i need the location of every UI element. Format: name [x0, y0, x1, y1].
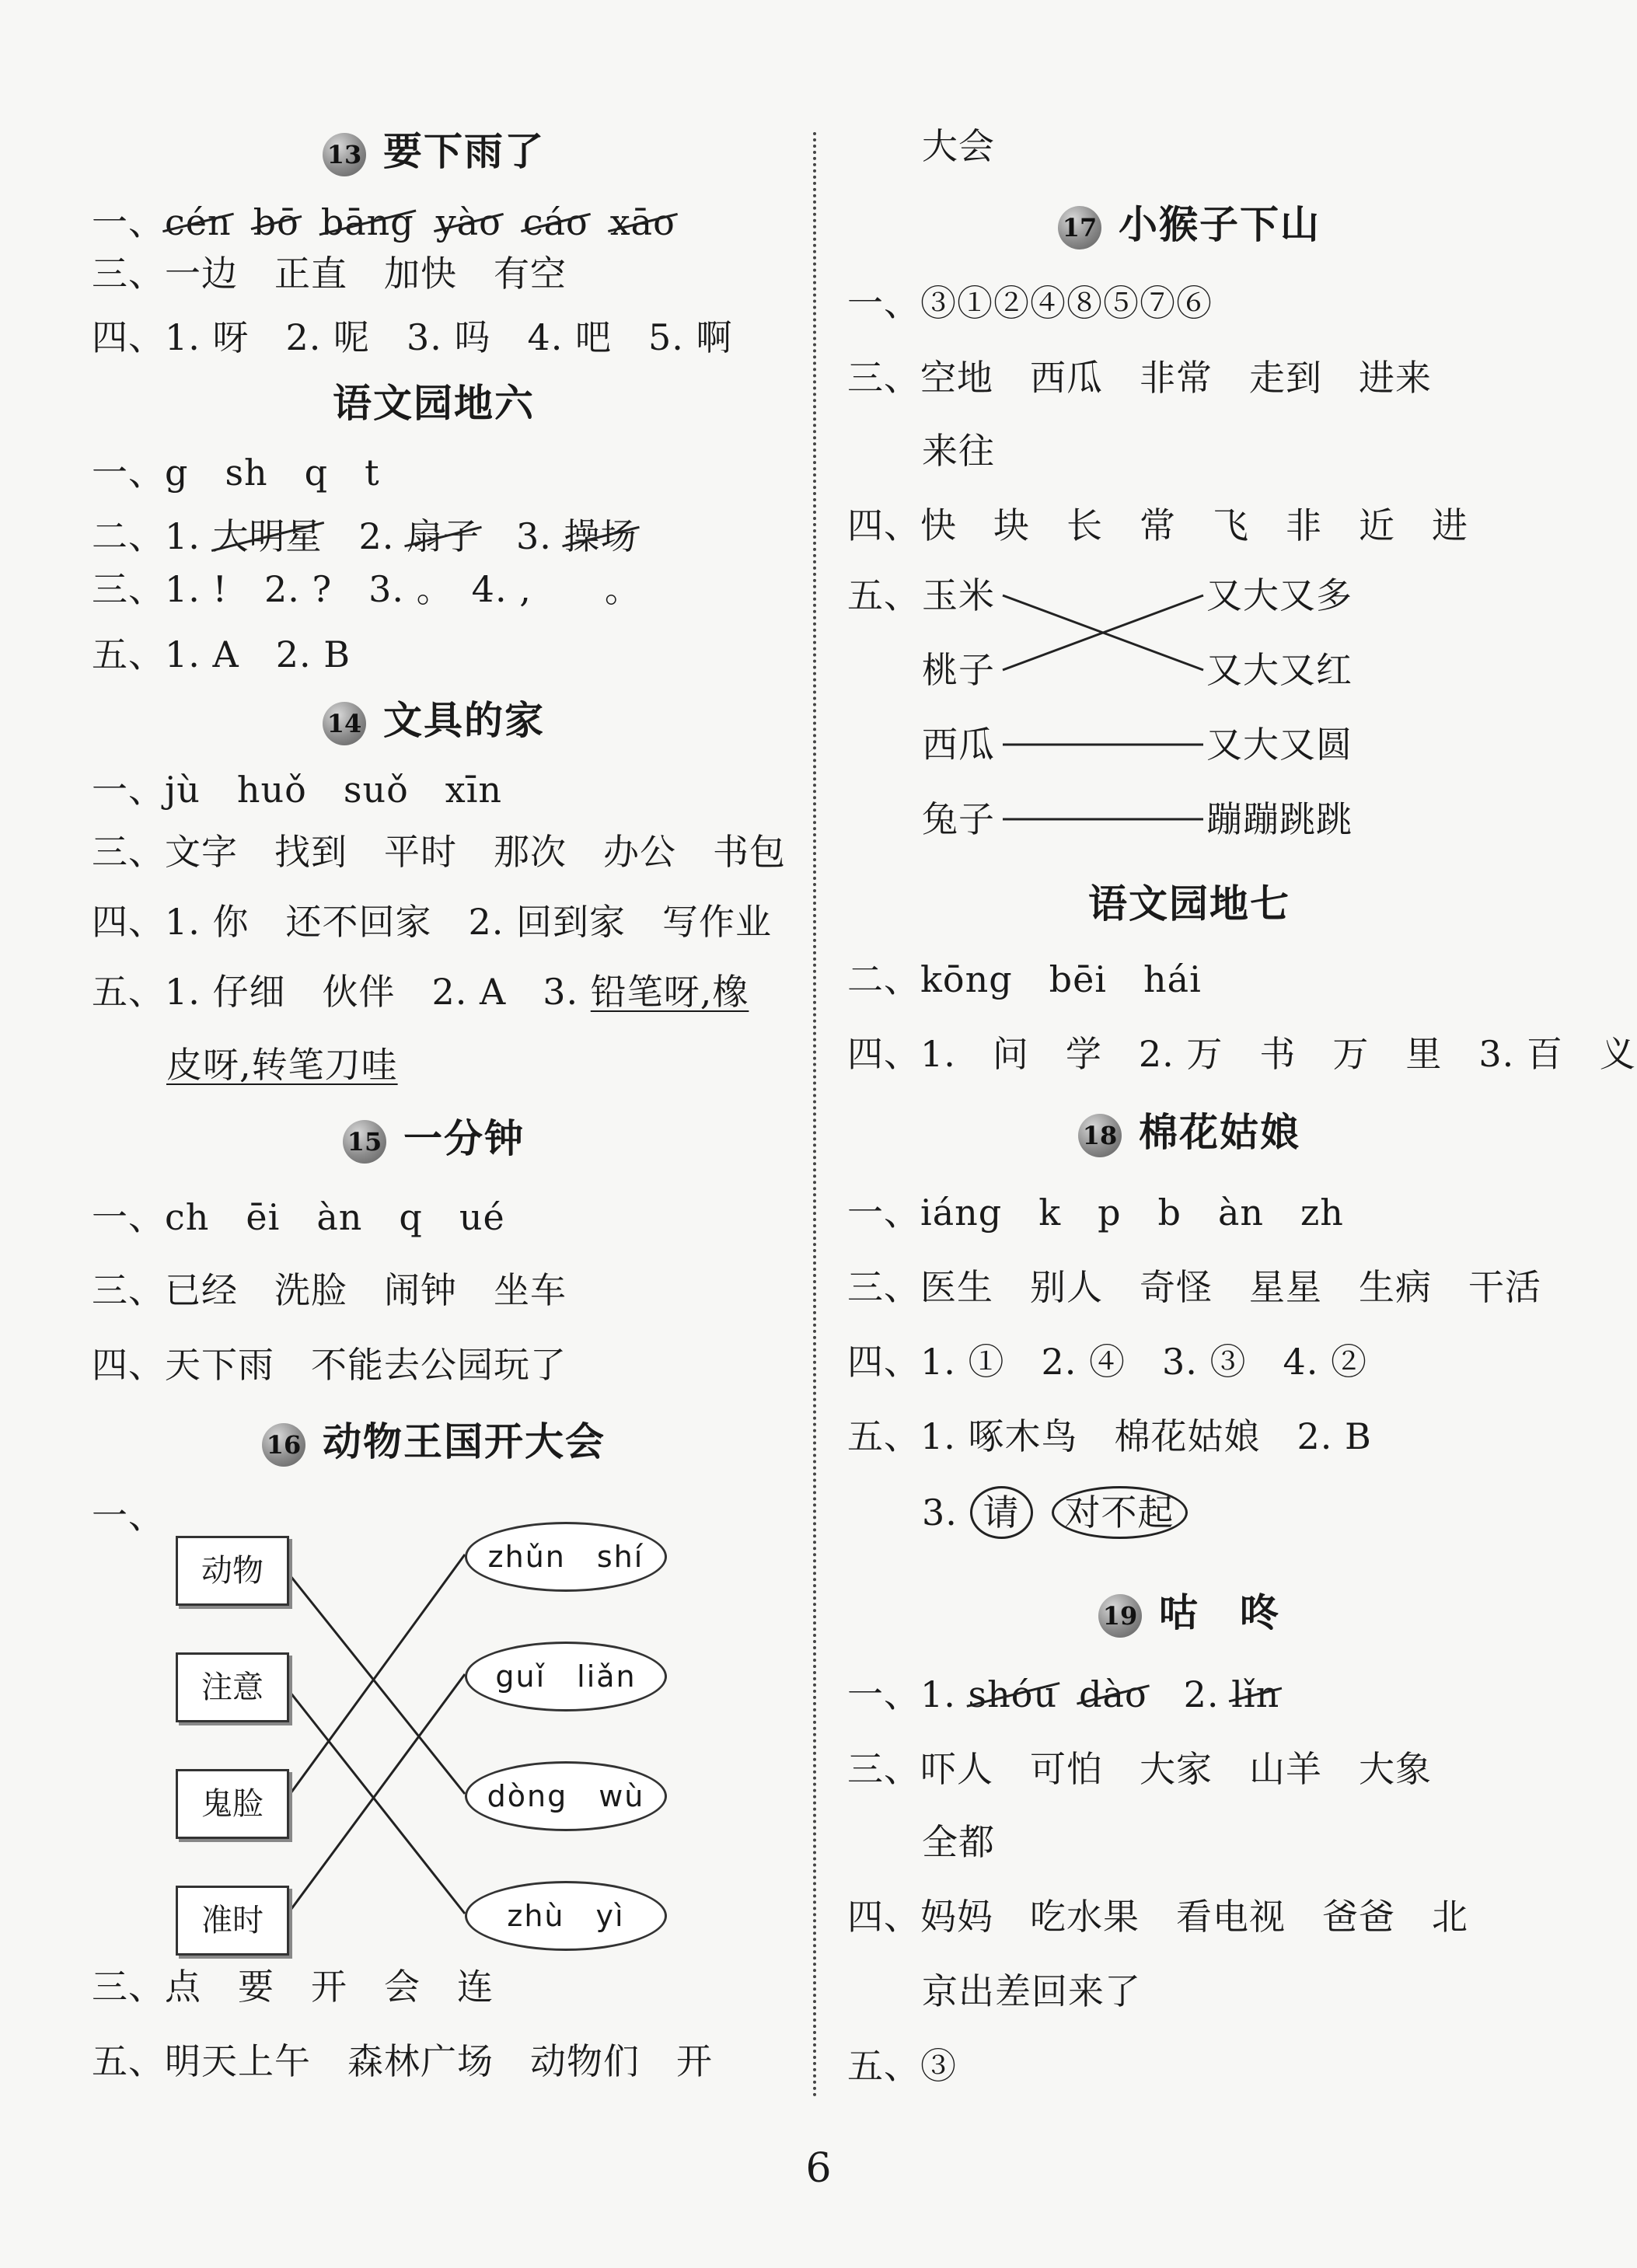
match-line [284, 1685, 465, 1914]
l15-q1: 一、ch ēi àn q ué [92, 1196, 505, 1238]
l18-q5: 五、1. 啄木鸟 棉花姑娘 2. B [847, 1415, 1372, 1457]
column-divider [813, 132, 816, 2099]
lesson-number-badge: 13 [323, 133, 366, 176]
l13-q1: 一、cén bō bāng yào cáo xāo [92, 199, 675, 246]
l16-q3: 三、点 要 开 会 连 [92, 1966, 494, 2008]
struck-answer: shóu [969, 1671, 1058, 1718]
match-right-item: 又大又多 [1206, 574, 1353, 616]
l19-q3: 三、吓人 可怕 大家 山羊 大象 [847, 1748, 1432, 1790]
struck-answer: dào [1079, 1671, 1147, 1718]
lesson-title: 棉花姑娘 [1139, 1110, 1300, 1155]
l14-q3: 三、文字 找到 平时 那次 办公 书包 [92, 831, 786, 873]
lesson-16-heading [92, 1415, 776, 1469]
match-left-item: 西瓜 [922, 724, 995, 766]
yw7-q4: 四、1. 问 学 2. 万 书 万 里 3. 百 义 [847, 1033, 1636, 1075]
yw6-q3: 三、1. ! 2. ? 3. 。 4. , 。 [92, 568, 641, 610]
l17-q3: 三、空地 西瓜 非常 走到 进来 [847, 357, 1432, 399]
lesson-title: 咕 咚 [1159, 1590, 1280, 1635]
lesson-15-heading [92, 1111, 776, 1166]
match-right-item: 又大又红 [1206, 649, 1353, 691]
struck-pinyin: cén [165, 199, 232, 246]
page-number: 6 [805, 2145, 832, 2192]
lesson-title: 动物王国开大会 [323, 1419, 606, 1464]
l19-q5: 五、③ [847, 2045, 957, 2087]
yw6-q5: 五、1. A 2. B [92, 633, 351, 675]
match-line [284, 1674, 465, 1918]
word-card: 注意 [176, 1652, 289, 1722]
l15-q4: 四、天下雨 不能去公园玩了 [92, 1344, 567, 1386]
lesson-18-heading [847, 1105, 1531, 1160]
l17-q5-label: 五、 [847, 574, 920, 616]
pinyin-oval: zhǔn shí [465, 1522, 667, 1592]
fruit-matching-diagram [847, 572, 1531, 875]
l16-q1-label: 一、 [92, 1495, 165, 1537]
l16-q5: 五、明天上午 森林广场 动物们 开 [92, 2040, 713, 2082]
yuwen-7-heading: 语文园地七 [1088, 881, 1290, 926]
l16-q5-cont: 大会 [922, 125, 995, 167]
l14-q5-cont [166, 1042, 398, 1088]
struck-answer: 操场 [564, 513, 637, 560]
lesson-number-badge: 15 [343, 1120, 386, 1164]
struck-pinyin: cáo [523, 199, 588, 246]
yw6-q2: 二、1. 大明星 2. 扇子 3. 操场 [92, 513, 637, 560]
l19-q1: 一、1. shóu dào 2. lǐn [847, 1671, 1279, 1718]
lesson-14-heading [92, 693, 776, 748]
l19-q4-cont: 京出差回来了 [922, 1970, 1141, 2012]
l17-q4: 四、快 块 长 常 飞 非 近 进 [847, 504, 1468, 546]
l15-q3: 三、已经 洗脸 闹钟 坐车 [92, 1269, 567, 1311]
struck-answer: 大明星 [213, 513, 323, 560]
struck-pinyin: bāng [321, 199, 414, 246]
l14-q5: 五、1. 仔细 伙伴 2. A 3. 铅笔呀,橡 [92, 971, 749, 1013]
struck-pinyin: bō [253, 199, 299, 246]
l18-q3: 三、医生 别人 奇怪 星星 生病 干活 [847, 1266, 1541, 1308]
lesson-number-badge: 18 [1078, 1114, 1122, 1157]
word-card: 鬼脸 [176, 1769, 289, 1839]
pinyin-items [165, 201, 675, 243]
l13-q3: 三、一边 正直 加快 有空 [92, 253, 567, 295]
pinyin-oval: dòng wù [465, 1761, 667, 1831]
lesson-17-heading [847, 197, 1531, 252]
pinyin-matching-diagram [92, 1508, 776, 1943]
match-right-item: 蹦蹦跳跳 [1206, 798, 1353, 840]
yuwen-6-heading: 语文园地六 [333, 381, 535, 426]
circled-answer: 请 [970, 1486, 1033, 1539]
struck-answer: lǐn [1231, 1671, 1279, 1718]
struck-answer: 扇子 [407, 513, 480, 560]
lesson-title: 小猴子下山 [1119, 202, 1321, 247]
l18-q1: 一、iáng k p b àn zh [847, 1192, 1344, 1233]
lesson-13-heading [92, 124, 776, 179]
l17-q3-cont: 来往 [922, 430, 995, 472]
lesson-number-badge: 17 [1058, 206, 1101, 249]
lesson-number-badge: 14 [323, 702, 366, 745]
l18-q4: 四、1. ① 2. ④ 3. ③ 4. ② [847, 1341, 1368, 1383]
match-right-item: 又大又圆 [1206, 724, 1353, 766]
underlined-answer: 铅笔呀,橡 [590, 971, 749, 1013]
yw7-q2: 二、kōng bēi hái [847, 958, 1202, 1000]
l17-q1: 一、③①②④⑧⑤⑦⑥ [847, 282, 1213, 324]
lesson-number-badge: 16 [262, 1423, 305, 1467]
lesson-title: 文具的家 [383, 698, 545, 743]
match-left-item: 桃子 [922, 649, 995, 691]
l14-q1: 一、jù huǒ suǒ xīn [92, 769, 503, 811]
match-left-item: 兔子 [922, 798, 995, 840]
match-left-item: 玉米 [922, 574, 995, 616]
pinyin-oval: zhù yì [465, 1881, 667, 1951]
word-card: 准时 [176, 1886, 289, 1956]
word-card: 动物 [176, 1536, 289, 1606]
lesson-title: 要下雨了 [383, 129, 545, 174]
l14-q4: 四、1. 你 还不回家 2. 回到家 写作业 [92, 901, 773, 943]
yw6-q1: 一、g sh q t [92, 452, 380, 494]
l19-q3-cont: 全都 [922, 1821, 995, 1863]
l18-q5-3: 3. 请 对不起 [922, 1486, 1206, 1539]
lesson-title: 一分钟 [403, 1116, 525, 1161]
l19-q4: 四、妈妈 吃水果 看电视 爸爸 北 [847, 1896, 1468, 1938]
match-line [284, 1554, 465, 1802]
pinyin-oval: guǐ liǎn [465, 1642, 667, 1711]
struck-pinyin: yào [436, 199, 501, 246]
circled-answer: 对不起 [1052, 1486, 1188, 1539]
lesson-number-badge: 19 [1098, 1594, 1142, 1638]
struck-pinyin: xāo [610, 199, 675, 246]
l13-q4: 四、1. 呀 2. 呢 3. 吗 4. 吧 5. 啊 [92, 316, 733, 358]
match-line [284, 1568, 465, 1794]
underlined-answer: 皮呀,转笔刀哇 [166, 1044, 398, 1086]
lesson-19-heading [847, 1586, 1531, 1640]
